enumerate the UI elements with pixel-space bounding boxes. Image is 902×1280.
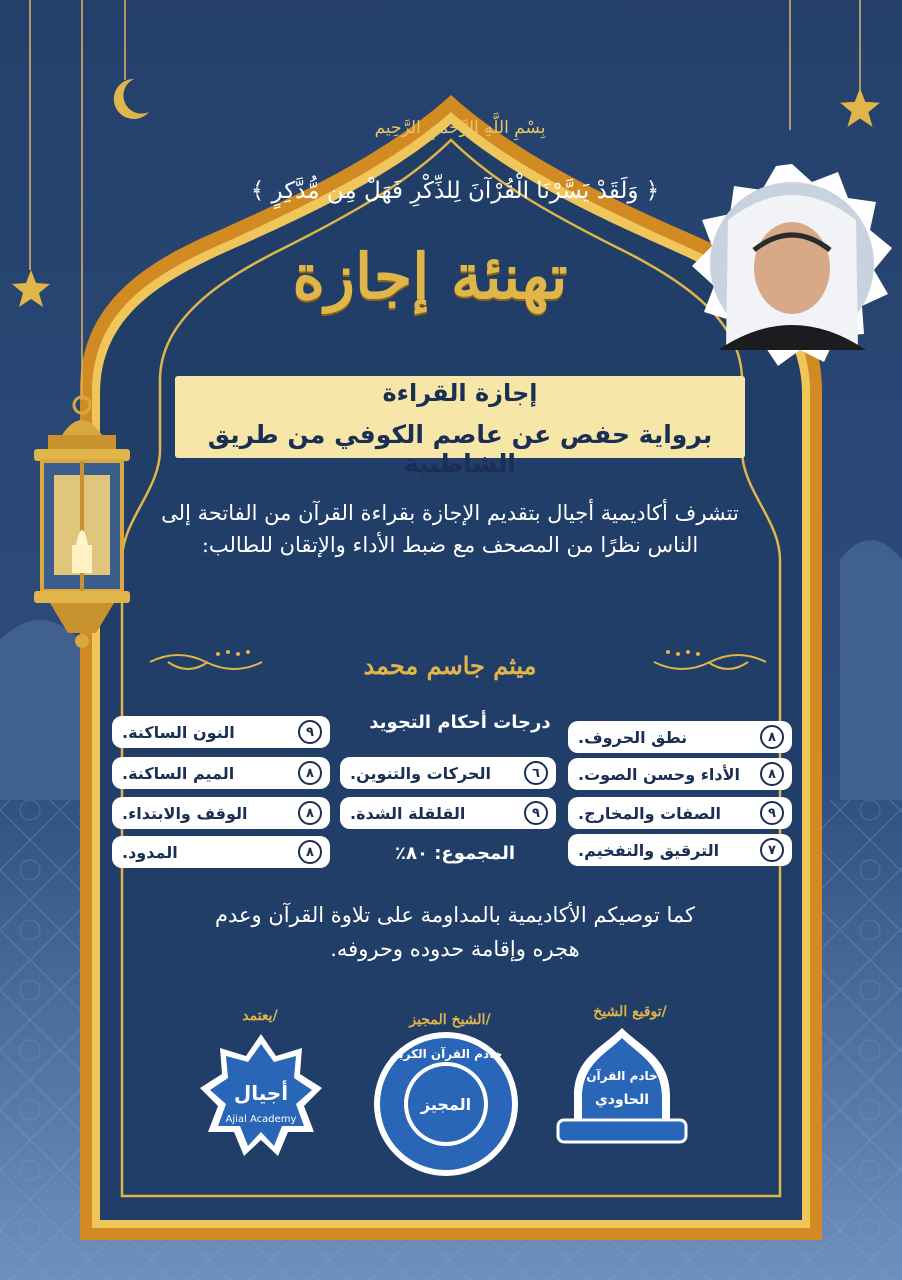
quran-verse: ﴿ وَلَقَدْ يَسَّرْنَا الْقُرْآنَ لِلذِّكْرِ فَهَلْ مِن مُّدَّكِرٍ ﴾ [250, 178, 660, 204]
total-score: المجموع: ٨٠٪ [394, 843, 516, 864]
lantern-icon [26, 395, 138, 650]
grade-label: الأداء وحسن الصوت. [578, 764, 741, 784]
grade-label: الترقيق والتفخيم. [578, 840, 720, 860]
banner-title: إجازة القراءة [382, 379, 538, 407]
grade-item [568, 758, 792, 790]
sheikh-label: الشيخ المجيز/ [409, 1012, 491, 1028]
intro-paragraph: تتشرف أكاديمية أجيال بتقديم الإجازة بقراءة القرآن من الفاتحة إلى الناس نظرًا من المصحف مع ضبط الأداء والإتقان للطالب: [161, 501, 739, 557]
student-name: ميثم جاسم محمد [363, 651, 537, 680]
sheikh-seal [370, 1028, 522, 1180]
student-avatar [688, 160, 896, 368]
grade-item [568, 797, 792, 829]
sheikh-seal-sub: المجيز [420, 1095, 472, 1114]
basmala-text: بِسْمِ اللَّهِ الرَّحْمَنِ الرَّحِيم [374, 118, 546, 138]
grade-score: ٨ [298, 840, 322, 864]
grade-item [340, 757, 556, 789]
sheikh-sign-label: توقيع الشيخ/ [593, 1004, 667, 1020]
grade-score: ٨ [298, 761, 322, 785]
star-icon [10, 268, 52, 310]
grade-score: ٧ [760, 838, 784, 862]
grade-item [568, 834, 792, 866]
grade-label: نطق الحروف. [578, 727, 688, 747]
closing-paragraph: كما توصيكم الأكاديمية بالمداومة على تلاوة القرآن وعدم هجره وإقامة حدوده وحروفه. [214, 903, 696, 961]
grade-item [112, 836, 330, 868]
grade-label: النون الساكنة. [122, 722, 235, 742]
grade-label: القلقلة الشدة. [350, 803, 466, 823]
approver-label: يعتمد/ [242, 1008, 278, 1024]
grade-item [112, 757, 330, 789]
grade-score: ٨ [760, 762, 784, 786]
grade-item [340, 797, 556, 829]
grade-score: ٩ [524, 801, 548, 825]
grade-score: ٨ [760, 725, 784, 749]
grade-label: الصفات والمخارج. [578, 803, 721, 823]
sheikh-sign-seal [554, 1024, 690, 1168]
star-icon [838, 86, 882, 130]
ornament-left-icon [148, 644, 266, 678]
grade-label: الوقف والابتداء. [122, 803, 248, 823]
academy-seal-ar: أجيال [233, 1081, 289, 1105]
third-seal-sub: الحاودي [594, 1092, 650, 1108]
crescent-icon [104, 74, 154, 124]
grade-label: المدود. [122, 842, 178, 862]
banner-subtitle: برواية حفص عن عاصم الكوفي من طريق الشاطبية [207, 420, 713, 478]
grade-score: ٦ [524, 761, 548, 785]
grade-score: ٩ [298, 720, 322, 744]
ornament-right-icon [650, 644, 768, 678]
student-photo-frame [688, 160, 896, 368]
grade-item [112, 797, 330, 829]
academy-seal [196, 1030, 326, 1160]
grade-item [112, 716, 330, 748]
grade-label: الميم الساكنة. [122, 763, 235, 783]
grade-item [568, 721, 792, 753]
grade-score: ٩ [760, 801, 784, 825]
grade-score: ٨ [298, 801, 322, 825]
academy-seal-en: Ajial Academy [225, 1114, 297, 1125]
third-seal-text: خادم القرآن [586, 1069, 658, 1083]
page-title: تهنئة إجازة [292, 240, 568, 313]
grades-title: درجات أحكام التجويد [369, 712, 551, 733]
grade-label: الحركات والتنوين. [350, 763, 491, 783]
sheikh-seal-text: خادم القرآن الكريم [389, 1047, 503, 1061]
